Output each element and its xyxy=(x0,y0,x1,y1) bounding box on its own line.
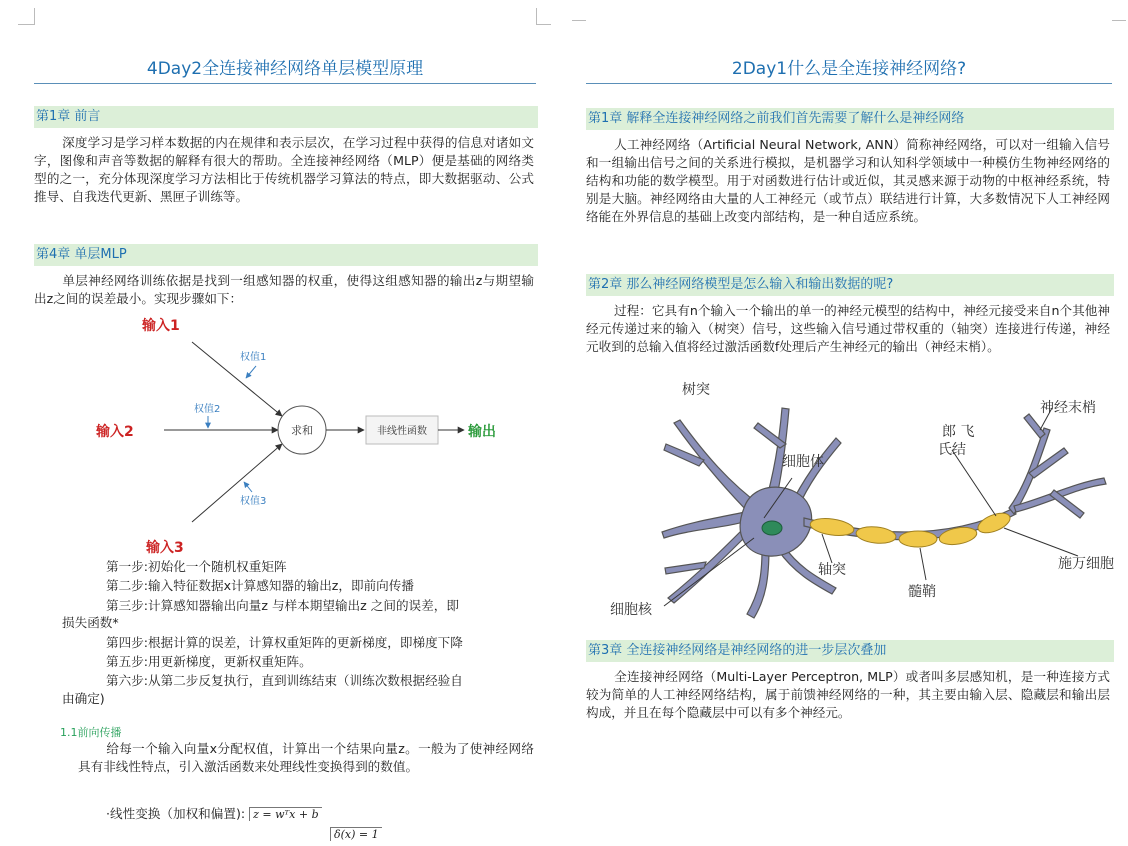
nucleus-label: 细胞核 xyxy=(610,602,652,618)
chapter-2-paragraph: 过程：它具有n个输入一个输出的单一的神经元模型的结构中，神经元接受来自n个其他神经元传递过来的输入（树突）信号，这些输入信号通过带权重的（轴突）连接进行传递，神经元收到的总输入值将经过激活函数f处理后产生神经元的输出（神经末梢）。 xyxy=(586,303,1110,354)
dendrite-label: 树突 xyxy=(682,382,710,398)
chapter-2-heading: 第2章 那么神经网络模型是怎么输入和输出数据的呢? xyxy=(586,274,1114,296)
input-3-label: 输入3 xyxy=(146,540,184,556)
sigmoid-formula: δ(x) = 1 xyxy=(330,827,382,841)
output-label: 输出 xyxy=(468,424,496,440)
perceptron-diagram xyxy=(80,312,520,560)
chapter-1-heading: 第1章 解释全连接神经网络之前我们首先需要了解什么是神经网络 xyxy=(586,108,1114,130)
chapter-1-paragraph: 人工神经网络（Artificial Neural Network, ANN）简称神经网络，可以对一组输入信号和一组输出信号之间的关系进行模拟，是机器学习和认知科学领域中一种模仿生物神经网络的结构和功能的数学模型。用于对函数进行估计或近似，其灵感来源于动物的中枢神经系统，特别是大脑。神经网络由大量的人工神经元（或节点）联结进行计算，大多数情况下人工神经网络能在外界信息的基础上改变内部结构，是一种自适应系统。 xyxy=(586,137,1110,224)
nucleus-shape xyxy=(762,521,782,535)
myelin-label: 髓鞘 xyxy=(908,584,936,600)
axon-label: 轴突 xyxy=(818,562,846,578)
chapter-3-paragraph: 全连接神经网络（Multi-Layer Perceptron, MLP）或者叫多层感知机，是一种连接方式较为简单的人工神经网络结构，属于前馈神经网络的一种，其主要由输入层、隐藏层和输出层构成，并且在每个隐藏层中可以有多个神经元。 xyxy=(586,669,1110,720)
weight-3-label: 权值3 xyxy=(240,496,267,507)
input-2-label: 输入2 xyxy=(96,424,134,440)
neuron-diagram xyxy=(604,378,1128,628)
right-page xyxy=(564,0,1128,846)
chapter-4-paragraph: 单层神经网络训练依据是找到一组感知器的权重，使得这组感知器的输出z与期望输出z之间的误差最小。实现步骤如下： xyxy=(34,273,534,306)
crop-mark-top-left xyxy=(18,8,35,25)
neuron-cell-shape xyxy=(662,408,1106,618)
input-3-edge xyxy=(192,444,282,522)
schwann-cell-label: 施万细胞 xyxy=(1058,556,1114,572)
linear-transform-line xyxy=(106,803,322,822)
page-title: 2Day1什么是全连接神经网络? xyxy=(586,54,1112,84)
linear-transform-label: ·线性变换（加权和偏置): xyxy=(106,806,246,821)
section-1-1-paragraph: 给每一个输入向量x分配权值，计算出一个结果向量z。一般为了使神经网络具有非线性特点，引入激活函数来处理线性变换得到的数值。 xyxy=(78,741,534,774)
input-1-label: 输入1 xyxy=(142,318,180,334)
step-6-continued: 由确定) xyxy=(62,691,105,706)
chapter-3-heading: 第3章 全连接神经网络是神经网络的进一步层次叠加 xyxy=(586,640,1114,662)
ranvier-node-label-2: 氏结 xyxy=(938,442,966,458)
nerve-terminal-label: 神经末梢 xyxy=(1040,400,1096,416)
myelin-sheath-segments xyxy=(809,509,1013,547)
step-5: 第五步:用更新梯度，更新权重矩阵。 xyxy=(106,654,312,669)
crop-mark-top-right xyxy=(536,8,551,25)
page-title: 4Day2全连接神经网络单层模型原理 xyxy=(34,54,536,84)
weight-3-arrow xyxy=(244,482,252,492)
linear-formula: z = wᵀx + b xyxy=(249,807,322,821)
step-4: 第四步:根据计算的误差，计算权重矩阵的更新梯度，即梯度下降 xyxy=(106,635,463,650)
step-3: 第三步:计算感知器输出向量z 与样本期望输出z 之间的误差，即 xyxy=(106,598,459,613)
step-3-continued: 损失函数* xyxy=(62,615,119,630)
activation-label: 非线性函数 xyxy=(377,426,427,437)
chapter-1-heading: 第1章 前言 xyxy=(34,106,538,128)
chapter-4-heading: 第4章 单层MLP xyxy=(34,244,538,266)
crop-mark-top-right xyxy=(1112,20,1126,21)
chapter-1-paragraph: 深度学习是学习样本数据的内在规律和表示层次，在学习过程中获得的信息对诸如文字，图像和声音等数据的解释有很大的帮助。全连接神经网络（MLP）便是基础的网络类型的之一，充分体现深度学习方法相比于传统机器学习算法的特点，即大数据驱动、公式推导、自我迭代更新、黑匣子训练等。 xyxy=(34,135,534,204)
crop-mark-top-left xyxy=(572,20,586,21)
weight-1-arrow xyxy=(246,366,256,378)
section-1-1-heading: 1.1前向传播 xyxy=(60,726,122,739)
sigmoid-formula-line xyxy=(330,826,382,841)
cell-body-label: 细胞体 xyxy=(782,454,824,470)
step-1: 第一步:初始化一个随机权重矩阵 xyxy=(106,559,287,574)
step-6: 第六步:从第二步反复执行，直到训练结束（训练次数根据经验自 xyxy=(106,673,463,688)
weight-1-label: 权值1 xyxy=(240,352,267,363)
weight-2-label: 权值2 xyxy=(194,404,221,415)
sum-node-label: 求和 xyxy=(291,424,313,437)
left-page xyxy=(0,0,560,846)
ranvier-node-label-1: 郎 飞 xyxy=(942,424,975,440)
step-2: 第二步:输入特征数据x计算感知器的输出z，即前向传播 xyxy=(106,578,414,593)
